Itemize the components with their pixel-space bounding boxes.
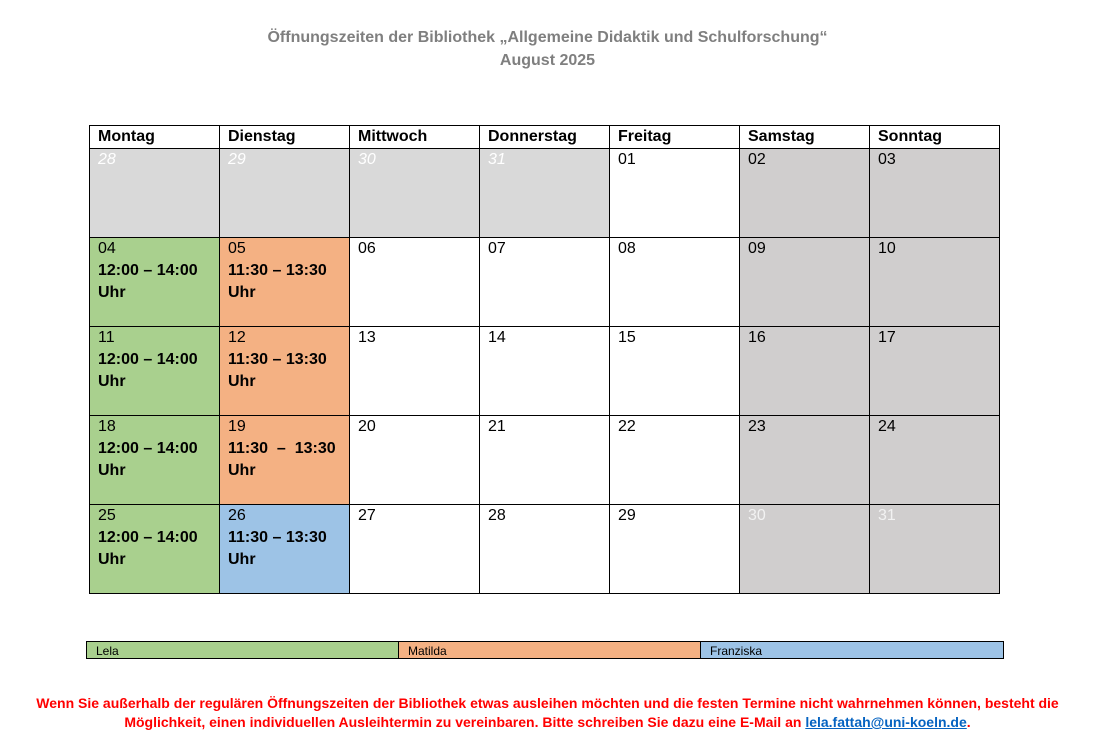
calendar-cell — [220, 416, 350, 505]
calendar-cell — [870, 238, 1000, 327]
calendar-cell — [90, 505, 220, 594]
notice-text — [20, 694, 1075, 732]
day-number: 27 — [358, 507, 376, 524]
calendar-cell — [350, 416, 480, 505]
day-number: 31 — [488, 151, 506, 168]
calendar-cell — [610, 327, 740, 416]
opening-hours: 11:30 – 13:30 Uhr — [228, 529, 327, 568]
calendar-cell — [90, 238, 220, 327]
day-number: 06 — [358, 240, 376, 257]
color-legend — [86, 641, 1004, 659]
day-number: 08 — [618, 240, 636, 257]
calendar-cell — [480, 416, 610, 505]
day-number: 17 — [878, 329, 896, 346]
calendar-cell — [870, 416, 1000, 505]
calendar-cell — [220, 327, 350, 416]
calendar-cell — [480, 505, 610, 594]
day-number: 21 — [488, 418, 506, 435]
day-number: 23 — [748, 418, 766, 435]
day-number: 02 — [748, 151, 766, 168]
day-number: 12 — [228, 329, 246, 346]
legend-franziska: Franziska — [701, 642, 1003, 658]
opening-hours: 11:30 – 13:30 Uhr — [228, 351, 327, 390]
calendar-cell — [220, 238, 350, 327]
week-row — [90, 327, 1000, 416]
weekday-header: Donnerstag — [480, 126, 610, 149]
weekday-header-row — [90, 126, 1000, 149]
calendar-cell — [610, 149, 740, 238]
day-number: 22 — [618, 418, 636, 435]
page-title: Öffnungszeiten der Bibliothek „Allgemeine Didaktik und Schulforschung“ — [267, 29, 828, 46]
opening-hours: 12:00 – 14:00 Uhr — [98, 529, 198, 568]
weekday-header: Mittwoch — [350, 126, 480, 149]
opening-hours: 11:30 – 13:30 Uhr — [228, 262, 327, 301]
legend-matilda: Matilda — [399, 642, 701, 658]
day-number: 29 — [228, 151, 246, 168]
day-number: 31 — [878, 507, 896, 524]
day-number: 25 — [98, 507, 116, 524]
day-number: 13 — [358, 329, 376, 346]
calendar-cell — [90, 416, 220, 505]
legend-lela: Lela — [87, 642, 399, 658]
day-number: 26 — [228, 507, 246, 524]
day-number: 30 — [748, 507, 766, 524]
weekday-header: Samstag — [740, 126, 870, 149]
calendar-cell — [870, 149, 1000, 238]
notice-end: . — [966, 714, 971, 730]
day-number: 03 — [878, 151, 896, 168]
calendar-cell — [740, 416, 870, 505]
calendar-cell — [480, 149, 610, 238]
calendar-cell — [220, 505, 350, 594]
opening-hours: 12:00 – 14:00 Uhr — [98, 440, 198, 479]
weekday-header: Dienstag — [220, 126, 350, 149]
day-number: 20 — [358, 418, 376, 435]
calendar-cell — [740, 327, 870, 416]
calendar-cell — [350, 505, 480, 594]
day-number: 28 — [488, 507, 506, 524]
weekday-header: Montag — [90, 126, 220, 149]
day-number: 11 — [98, 329, 115, 346]
calendar-cell — [610, 238, 740, 327]
calendar-cell — [870, 505, 1000, 594]
day-number: 18 — [98, 418, 116, 435]
week-row — [90, 505, 1000, 594]
notice-body: Wenn Sie außerhalb der regulären Öffnungszeiten der Bibliothek etwas ausleihen möchten und die festen Termine nicht wahrnehmen können, besteht die Möglichkeit, einen individuellen Ausleihtermin zu vereinbaren. Bitte schreiben Sie dazu eine E-Mail an — [36, 695, 1059, 730]
week-row — [90, 416, 1000, 505]
calendar-cell — [350, 149, 480, 238]
calendar-cell — [350, 327, 480, 416]
calendar-cell — [350, 238, 480, 327]
day-number: 28 — [98, 151, 116, 168]
calendar-cell — [870, 327, 1000, 416]
calendar-cell — [740, 149, 870, 238]
day-number: 10 — [878, 240, 896, 257]
calendar-cell — [480, 327, 610, 416]
page-subtitle: August 2025 — [499, 52, 596, 69]
day-number: 30 — [358, 151, 376, 168]
day-number: 07 — [488, 240, 506, 257]
calendar-cell — [740, 238, 870, 327]
calendar-cell — [610, 505, 740, 594]
day-number: 09 — [748, 240, 766, 257]
day-number: 05 — [228, 240, 246, 257]
day-number: 15 — [618, 329, 636, 346]
opening-hours: 11:30 – 13:30 Uhr — [228, 440, 341, 479]
weekday-header: Freitag — [610, 126, 740, 149]
calendar-cell — [220, 149, 350, 238]
day-number: 24 — [878, 418, 896, 435]
day-number: 04 — [98, 240, 116, 257]
opening-hours: 12:00 – 14:00 Uhr — [98, 351, 198, 390]
day-number: 16 — [748, 329, 766, 346]
opening-hours: 12:00 – 14:00 Uhr — [98, 262, 198, 301]
calendar-cell — [740, 505, 870, 594]
email-link[interactable]: lela.fattah@uni-koeln.de — [805, 714, 967, 730]
calendar-cell — [90, 327, 220, 416]
week-row — [90, 238, 1000, 327]
day-number: 19 — [228, 418, 246, 435]
day-number: 14 — [488, 329, 506, 346]
calendar-cell — [480, 238, 610, 327]
day-number: 01 — [618, 151, 636, 168]
calendar-cell — [610, 416, 740, 505]
calendar-table — [89, 125, 1000, 594]
week-row — [90, 149, 1000, 238]
weekday-header: Sonntag — [870, 126, 1000, 149]
day-number: 29 — [618, 507, 636, 524]
calendar-cell — [90, 149, 220, 238]
